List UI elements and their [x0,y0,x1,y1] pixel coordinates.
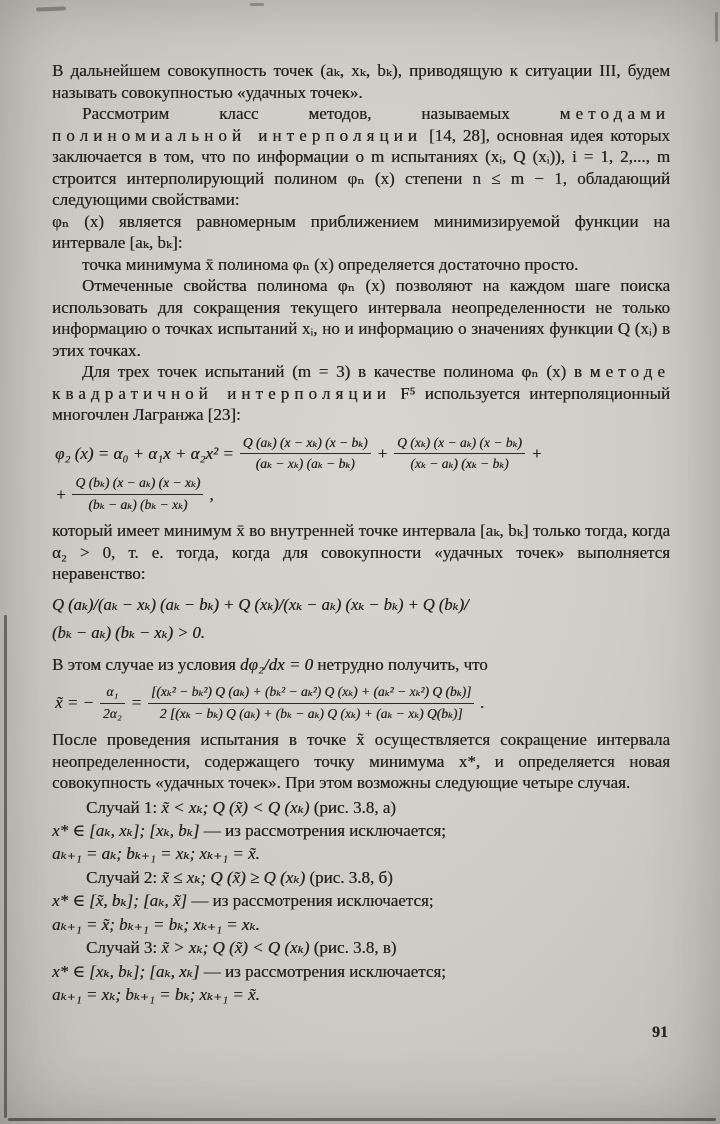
fraction-numerator: Q (bₖ) (x − aₖ) (x − xₖ) [72,475,203,494]
scan-edge-shadow [4,615,7,1118]
case-interval-line [52,819,670,842]
scan-artifact [715,12,718,42]
paragraph-udachnye-tochki: В дальнейшем совокупность точек (aₖ, xₖ, bₖ), приводящую к ситуации III, будем называть совокупностью «удачных точек». [52,61,670,102]
plus-operator: + [530,443,543,463]
paragraph-after-trial: После проведения испытания в точке x̃ осуществляется сокращение интервала неопределенности, содержащего точку минимума x*, и определяется новая совокупность «удачных точек». При этом возможны следующие четыре случая. [52,730,670,793]
formula-x-tilde [52,684,670,722]
exclusion-text: — из рассмотрения исключается; [199,821,446,841]
fraction-2 [394,435,525,473]
figure-reference: (рис. 3.8, б) [305,867,393,887]
spaced-method-name: методе квадратичной интерполяции [52,362,670,403]
formula-row [52,684,670,722]
case-update-line: aₖ₊₁ = x̃; bₖ₊₁ = bₖ; xₖ₊₁ = xₖ. [52,914,260,934]
scan-edge-shadow [8,1118,716,1121]
case-condition: x̃ < xₖ; Q (x̃) < Q (xₖ) [161,797,310,817]
scan-artifact [36,6,66,11]
case-label: Случай 1: [86,797,162,817]
text-run: нетрудно получить, что [313,654,488,674]
fraction-1 [240,435,371,473]
fraction-main [148,684,474,722]
case-header [52,866,670,889]
paragraph-lagrange-intro [52,361,670,426]
formula-lagrange-polynomial [52,435,670,514]
fraction-denominator: 2 [(xₖ − bₖ) Q (aₖ) + (bₖ − aₖ) Q (xₖ) + (aₖ − xₖ) Q(bₖ)] [159,705,463,721]
text-run: Для трех точек испытаний (m = 3) в качестве полинома φₙ (x) в [82,362,590,381]
exclusion-text: — из рассмотрения исключается; [199,961,446,981]
case-label: Случай 3: [86,938,162,958]
scan-artifact [250,3,264,6]
figure-reference: (рис. 3.8, а) [309,797,396,817]
fraction-numerator: Q (aₖ) (x − xₖ) (x − bₖ) [240,435,371,454]
case-header [52,796,670,819]
page-number: 91 [652,1024,668,1041]
fraction-denominator: (xₖ − aₖ) (xₖ − bₖ) [410,455,509,471]
interval-math: x* ∈ [xₖ, bₖ]; [aₖ, xₖ] [52,961,200,981]
property-minimum-point: точка минимума x̄ полинома φₙ (x) определяется достаточно просто. [82,254,579,274]
plus-operator: + [376,443,389,463]
interval-math: x* ∈ [x̃, bₖ]; [aₖ, x̃] [52,891,187,911]
text-run: В этом случае из условия [52,654,240,674]
inequality-line-2: (bₖ − aₖ) (bₖ − xₖ) > 0. [52,623,205,643]
fraction-denominator: (bₖ − aₖ) (bₖ − xₖ) [88,496,188,512]
formula-lhs: x̃ = − [55,693,94,713]
case-header [52,936,670,959]
text-run: [14, 28], основная идея которых заключается в том, что по информации о m испытаниях (xᵢ, Q (xᵢ)), i = 1, 2,..., m строится интерполирующий полином φₙ (x) степени n ≤ m − 1, обладающий следующими свойствами: [52,125,670,209]
fraction-denominator: (aₖ − xₖ) (aₖ − bₖ) [255,455,355,471]
figure-reference: (рис. 3.8, в) [309,938,397,958]
period: . [480,693,485,713]
case-condition: x̃ > xₖ; Q (x̃) < Q (xₖ) [161,938,310,958]
paragraph-minimum-condition: который имеет минимум x̄ во внутренней точке интервала [aₖ, bₖ] только тогда, когда α₂ > 0, т. е. тогда, когда для совокупности «удачных точек» выполняется неравенство: [52,521,670,584]
text-run: F⁵ используется интерполяционный многочлен Лагранжа [23]: [52,383,670,424]
case-condition: x̃ ≤ xₖ; Q (x̃) ≥ Q (xₖ) [161,867,306,887]
property-uniform-approximation: φₙ (x) является равномерным приближением минимизируемой функции на интервале [aₖ, bₖ]: [52,211,670,252]
formula-lhs: φ₂ (x) = α₀ + α₁x + α₂x² = [55,443,234,463]
fraction-3 [72,475,203,513]
case-update-line: aₖ₊₁ = xₖ; bₖ₊₁ = bₖ; xₖ₊₁ = x̃. [52,985,260,1005]
paragraph-properties-usage: Отмеченные свойства полинома φₙ (x) позволяют на каждом шаге поиска использовать для сокращения текущего интервала неопределенности не только информацию о точках испытаний xᵢ, но и информацию о значениях функции Q (xᵢ) в этих точках. [52,276,670,360]
inequality-line-1: Q (aₖ)/(aₖ − xₖ) (aₖ − bₖ) + Q (xₖ)/(xₖ − aₖ) (xₖ − bₖ) + Q (bₖ)/ [52,594,469,614]
fraction-numerator: Q (xₖ) (x − aₖ) (x − bₖ) [394,435,525,454]
case-interval-line [52,960,670,983]
case-interval-line [52,889,670,912]
formula-inequality [52,591,670,648]
formula-row-2 [52,475,670,513]
spaced-method-name: методами полиномиальной интерполяции [52,104,670,145]
text-run: Рассмотрим класс методов, называемых [82,104,560,123]
case-update-line: aₖ₊₁ = aₖ; bₖ₊₁ = xₖ; xₖ₊₁ = x̃. [52,844,260,864]
case-2 [52,866,670,936]
fraction-denominator: 2α₂ [103,705,122,721]
page-content [52,60,670,1007]
fraction-numerator: α₁ [100,684,125,703]
formula-row-1 [52,435,670,473]
comma: , [209,484,214,504]
fraction-numerator: [(xₖ² − bₖ²) Q (aₖ) + (bₖ² − aₖ²) Q (xₖ) + (aₖ² − xₖ²) Q (bₖ)] [148,684,474,703]
fraction-alpha [100,684,125,722]
case-label: Случай 2: [86,867,162,887]
inline-math: dφ₂/dx = 0 [239,654,314,674]
interval-math: x* ∈ [aₖ, xₖ]; [xₖ, bₖ] [52,821,200,841]
paragraph-interpolation-methods [52,103,670,211]
equals-operator: = [130,693,143,713]
paragraph-derivative-condition [52,654,670,676]
cases-list [52,796,670,1007]
case-1 [52,796,670,866]
plus-operator: + [55,484,67,504]
exclusion-text: — из рассмотрения исключается; [187,891,434,911]
case-3 [52,936,670,1006]
